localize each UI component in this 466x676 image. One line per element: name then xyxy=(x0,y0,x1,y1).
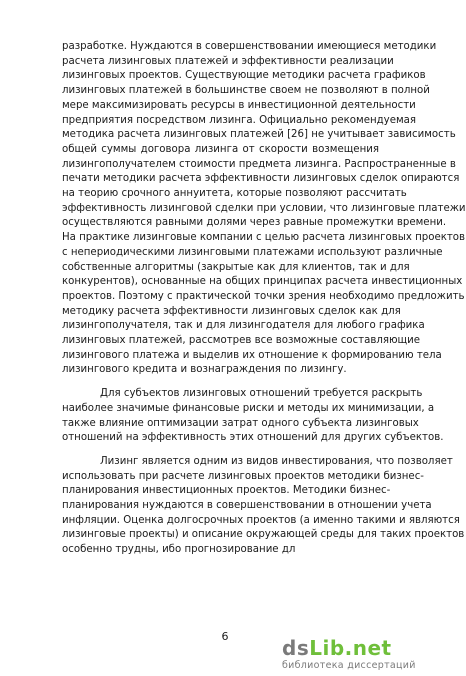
text-line: конкурентов), основанные на общих принципах расчета инвестиционных xyxy=(62,276,463,288)
text-line: отношений на эффективность этих отношений для других субъектов. xyxy=(62,432,444,444)
text-line: проектов. Поэтому с практической точки зрения необходимо предложить xyxy=(62,290,465,302)
page-number: 6 xyxy=(221,630,229,643)
text-line: методика расчета лизинговых платежей [26] не учитывает зависимость xyxy=(62,129,456,141)
text-line: Для субъектов лизинговых отношений требуется раскрыть xyxy=(100,388,423,400)
text-line: собственные алгоритмы (закрытые как для клиентов, так и для xyxy=(62,261,410,273)
text-line: лизингового платежа и выделив их отношение к формированию тела xyxy=(62,349,442,361)
text-line: расчета лизинговых платежей и эффективности реализации xyxy=(62,55,394,67)
text-line: Лизинг является одним из видов инвестирования, что позволяет xyxy=(100,455,453,467)
text-line: особенно трудны, ибо прогнозирование дл xyxy=(62,544,296,556)
text-line: печати методики расчета эффективности лизинговых сделок опираются xyxy=(62,173,460,185)
text-line: также влияние оптимизации затрат одного субъекта лизинговых xyxy=(62,417,419,429)
text-line: разработке. Нуждаются в совершенствовании имеющиеся методики xyxy=(62,41,437,52)
text-line: с непериодическими лизинговыми платежами используют различные xyxy=(62,246,443,258)
text-line: лизинговых платежей в большинстве своем не позволяют в полной xyxy=(62,85,430,97)
text-line: лизингополучателя, так и для лизингодателя для любого графика xyxy=(62,320,425,332)
text-line: лизингового кредита и вознаграждения по лизингу. xyxy=(62,364,347,376)
text-line: инфляции. Оценка долгосрочных проектов (а именно такими и являются xyxy=(62,514,460,526)
text-line: наиболее значимые финансовые риски и методы их минимизации, а xyxy=(62,402,435,414)
text-line: предприятия посредством лизинга. Официально рекомендуемая xyxy=(62,114,417,126)
text-line: мере максимизировать ресурсы в инвестиционной деятельности xyxy=(62,99,416,111)
text-line: общей суммы договора лизинга от скорости возмещения xyxy=(62,143,379,155)
text-line: на теорию срочного аннуитета, которые позволяют рассчитать xyxy=(62,188,407,199)
text-line: планирования нуждаются в совершенствовании в отношении учета xyxy=(62,500,432,511)
text-line: лизинговые проекты) и описание окружающей среды для таких проектов xyxy=(62,529,465,541)
watermark-logo xyxy=(282,636,392,660)
text-line: планирования инвестиционных проектов. Методики бизнес- xyxy=(62,485,391,497)
text-line: лизинговых проектов. Существующие методики расчета графиков xyxy=(62,70,426,82)
text-line: использовать при расчете лизинговых проектов методики бизнес- xyxy=(62,470,424,482)
text-line: осуществляются равными долями через равные промежутки времени. xyxy=(62,217,447,229)
text-line: лизингополучателем стоимости предмета лизинга. Распространенные в xyxy=(62,158,456,170)
text-line: лизинговых платежей, рассмотрев все возможные составляющие xyxy=(62,335,421,346)
text-line: методику расчета эффективности лизинговых сделок как для xyxy=(62,305,401,317)
dslib-watermark[interactable] xyxy=(276,636,446,672)
text-line: На практике лизинговые компании с целью расчета лизинговых проектов xyxy=(62,232,466,244)
watermark-brand-ds: ds xyxy=(282,636,310,660)
watermark-brand-lib: Lib xyxy=(309,636,345,660)
text-line: эффективность лизинговой сделки при условии, что лизинговые платежи xyxy=(62,202,466,214)
watermark-brand-net: .net xyxy=(344,636,392,660)
watermark-tagline: библиотека диссертаций xyxy=(282,660,416,671)
